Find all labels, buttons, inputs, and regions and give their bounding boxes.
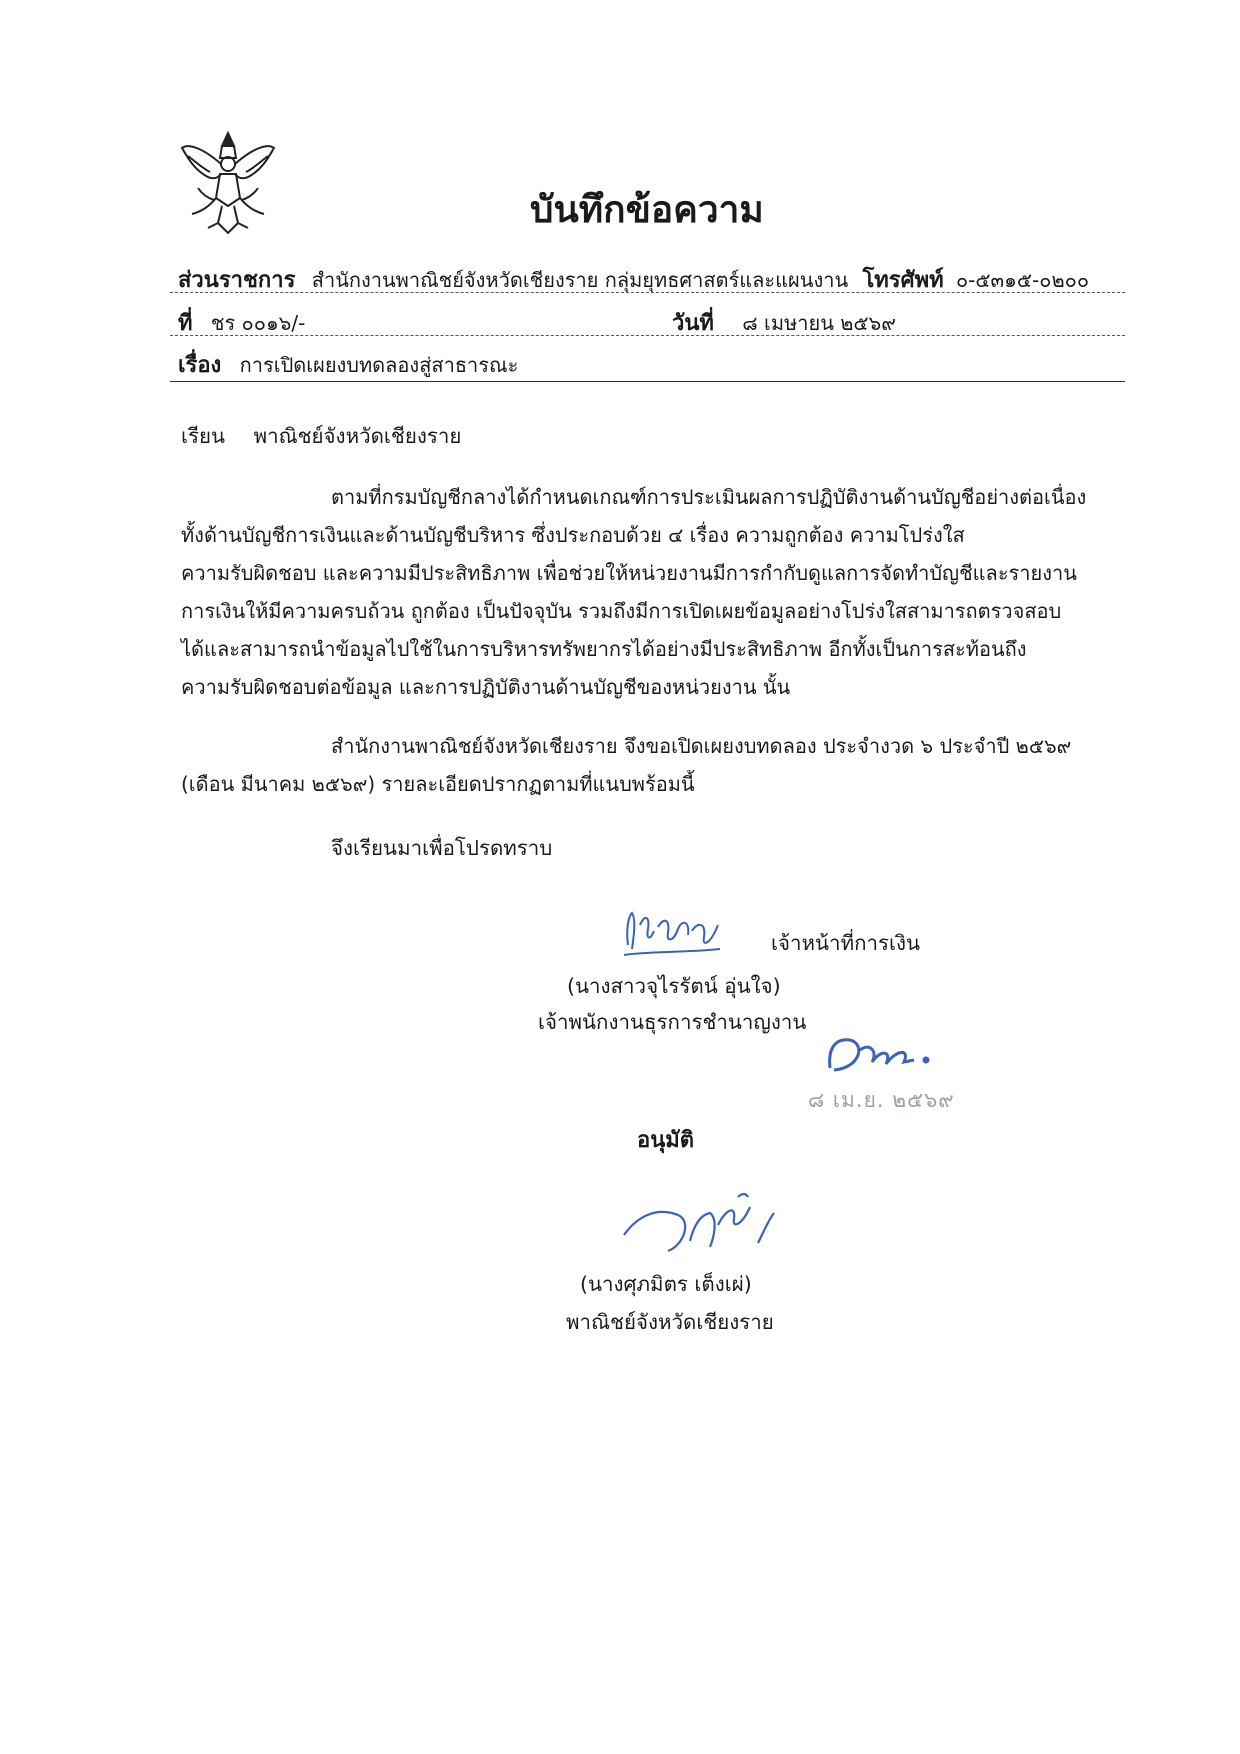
paragraph-line: การเงินให้มีความครบถ้วน ถูกต้อง เป็นปัจจุบัน รวมถึงมีการเปิดเผยข้อมูลอย่างโปร่งใสสามารถตรวจสอบ [181, 599, 1062, 623]
divider-dotted [170, 292, 1125, 293]
approval-initial [820, 1028, 950, 1076]
signature-officer [620, 905, 730, 965]
subject-row [178, 347, 518, 382]
salutation-value: พาณิชย์จังหวัดเชียงราย [253, 424, 462, 448]
ref-label: ที่ [178, 311, 193, 336]
garuda-emblem-icon [178, 128, 278, 238]
approver-name: (นางศุภมิตร เต็งเผ่) [580, 1272, 752, 1296]
paragraph-line: (เดือน มีนาคม ๒๕๖๙) รายละเอียดปรากฏตามที่แนบพร้อมนี้ [181, 772, 695, 796]
subject-label: เรื่อง [178, 353, 222, 378]
ref-value: ชร ๐๐๑๖/- [210, 311, 306, 335]
divider-dotted [170, 335, 1125, 336]
paragraph-line: ทั้งด้านบัญชีการเงินและด้านบัญชีบริหาร ซึ่งประกอบด้วย ๔ เรื่อง ความถูกต้อง ความโปร่งใส [181, 523, 965, 547]
paragraph-line: สำนักงานพาณิชย์จังหวัดเชียงราย จึงขอเปิดเผยงบทดลอง ประจำงวด ๖ ประจำปี ๒๕๖๙ [331, 734, 1072, 758]
approval-date-stamp: ๘ เม.ย. ๒๕๖๙ [808, 1088, 955, 1112]
signer1-role: เจ้าหน้าที่การเงิน [771, 931, 921, 955]
date-value: ๘ เมษายน ๒๕๖๙ [742, 311, 896, 335]
divider-solid [170, 381, 1125, 382]
salutation [181, 420, 461, 453]
department-label: ส่วนราชการ [178, 268, 296, 293]
phone-label: โทรศัพท์ [862, 268, 944, 293]
approver-position: พาณิชย์จังหวัดเชียงราย [566, 1310, 774, 1334]
subject-value: การเปิดเผยงบทดลองสู่สาธารณะ [239, 353, 519, 377]
paragraph-line: ได้และสามารถนำข้อมูลไปใช้ในการบริหารทรัพยากรได้อย่างมีประสิทธิภาพ อีกทั้งเป็นการสะท้อนถึง [181, 637, 1027, 661]
closing-text: จึงเรียนมาเพื่อโปรดทราบ [331, 836, 553, 860]
memo-title: บันทึกข้อความ [530, 188, 764, 231]
body-paragraph-1 [181, 478, 1096, 706]
body-paragraph-2 [181, 727, 1096, 803]
date-label: วันที่ [672, 311, 714, 336]
phone-value: ๐-๕๓๑๕-๐๒๐๐ [955, 268, 1090, 292]
approval-label: อนุมัติ [637, 1128, 695, 1153]
signature-approver [618, 1185, 778, 1265]
department-value: สำนักงานพาณิชย์จังหวัดเชียงราย กลุ่มยุทธศาสตร์และแผนงาน [311, 268, 849, 292]
salutation-label: เรียน [181, 424, 226, 448]
paragraph-line: ตามที่กรมบัญชีกลางได้กำหนดเกณฑ์การประเมินผลการปฏิบัติงานด้านบัญชีอย่างต่อเนื่อง [331, 485, 1087, 509]
paragraph-line: ความรับผิดชอบต่อข้อมูล และการปฏิบัติงานด้านบัญชีของหน่วยงาน นั้น [181, 675, 791, 699]
signer1-name: (นางสาวจุไรรัตน์ อุ่นใจ) [567, 974, 781, 998]
signer1-position: เจ้าพนักงานธุรการชำนาญงาน [538, 1010, 807, 1034]
paragraph-line: ความรับผิดชอบ และความมีประสิทธิภาพ เพื่อช่วยให้หน่วยงานมีการกำกับดูแลการจัดทำบัญชีและรายงาน [181, 561, 1077, 585]
